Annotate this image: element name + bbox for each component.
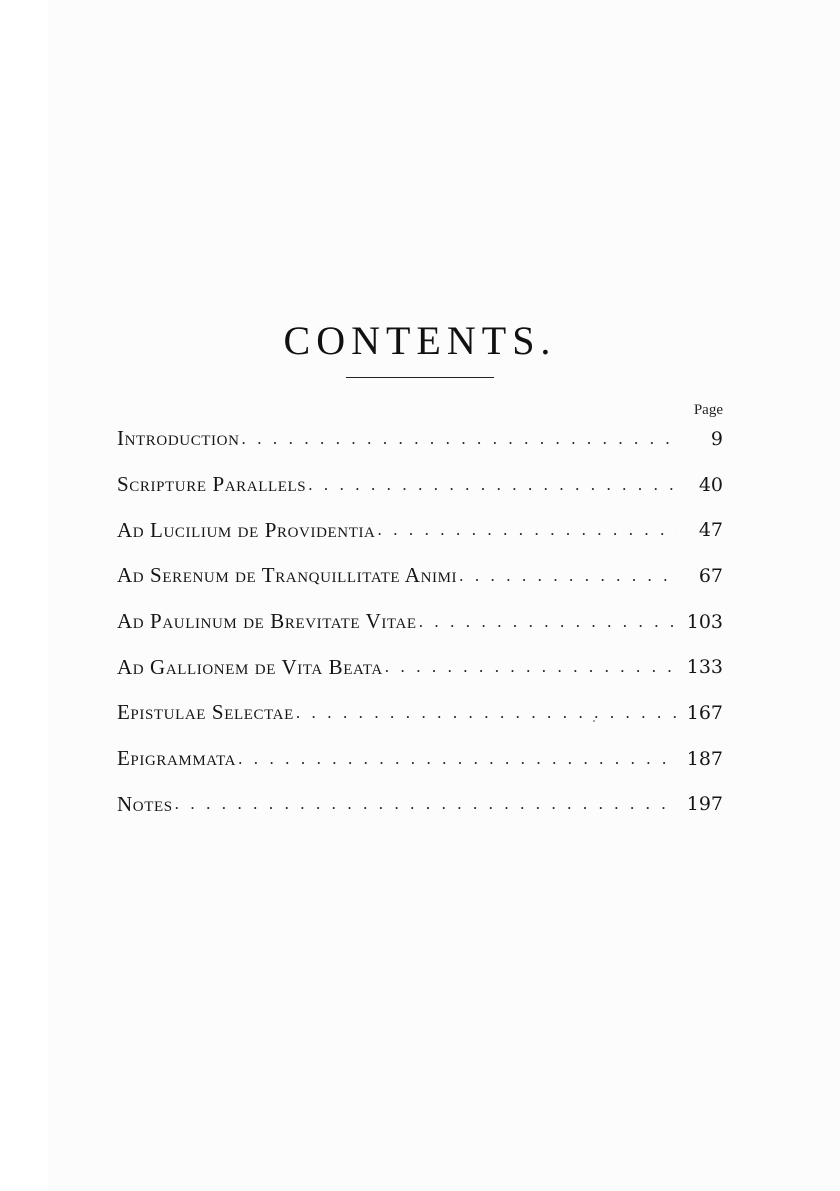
dot-leader [296, 703, 677, 723]
title-divider [346, 377, 494, 378]
dot-leader [175, 794, 677, 814]
toc-entry-title: Scripture Parallels [117, 472, 307, 497]
toc-entry-scripture-parallels [117, 462, 723, 508]
dot-leader [419, 612, 677, 632]
toc-entry-title: Introduction [117, 426, 240, 451]
toc-entry-page: 103 [686, 610, 723, 633]
toc-entry-title: Ad Gallionem de Vita Beata [117, 654, 383, 679]
toc-entry-title: Epigrammata [117, 746, 237, 771]
dot-leader [242, 429, 677, 449]
toc-entry-page: 167 [686, 701, 723, 724]
toc-entry-de-vita-beata [117, 644, 723, 690]
toc-entry-epistulae-selectae [117, 690, 723, 736]
toc-entry-page: 197 [686, 793, 723, 816]
toc-entry-epigrammata [117, 736, 723, 782]
toc-entry-de-providentia [117, 507, 723, 553]
page-column-label: Page [693, 402, 723, 418]
toc-entry-notes [117, 782, 723, 828]
toc-entry-introduction [117, 416, 723, 462]
dot-leader [308, 475, 677, 495]
toc-entry-page: 9 [710, 427, 723, 450]
toc-entry-page: 67 [698, 564, 723, 587]
print-speck [593, 720, 595, 722]
toc-entry-title: Ad Serenum de Tranquillitate Animi [117, 563, 458, 588]
dot-leader [238, 749, 677, 769]
toc-entry-page: 40 [698, 473, 723, 496]
toc-entry-title: Epistulae Selectae [117, 700, 294, 725]
toc-entry-title: Ad Lucilium de Providentia [117, 517, 376, 542]
toc-entry-de-brevitate-vitae [117, 599, 723, 645]
toc-entry-title: Ad Paulinum de Brevitate Vitae [117, 609, 417, 634]
toc-entry-page: 47 [698, 519, 723, 542]
table-of-contents [117, 416, 723, 827]
dot-leader [378, 520, 678, 540]
toc-entry-page: 133 [686, 656, 723, 679]
dot-leader [459, 566, 677, 586]
page-title: CONTENTS. [283, 317, 557, 363]
dot-leader [385, 657, 677, 677]
toc-entry-de-tranquillitate-animi [117, 553, 723, 599]
toc-entry-title: Notes [117, 791, 173, 816]
toc-entry-page: 187 [686, 747, 723, 770]
